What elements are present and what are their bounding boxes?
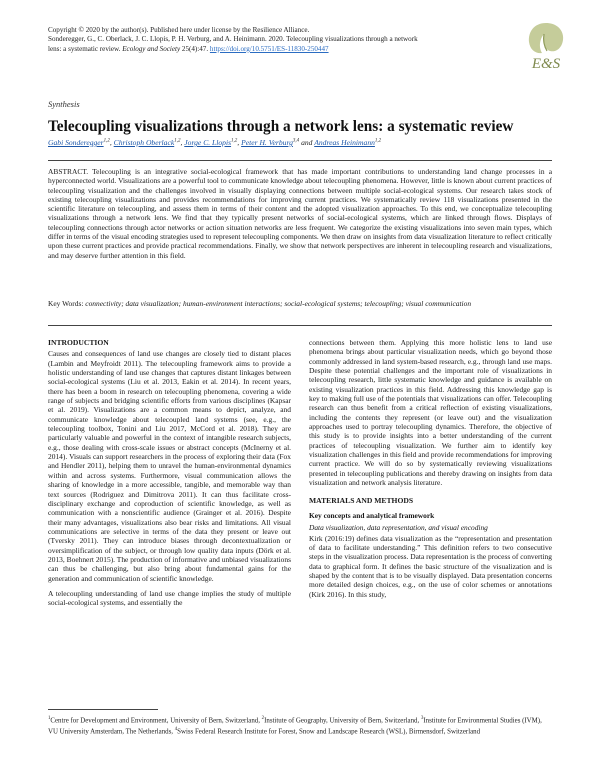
author-name[interactable]: Peter H. Verburg [241,138,293,147]
subsubsection-heading: Data visualization, data representation, and visual encoding [309,523,488,533]
author-name[interactable]: Gabi Sonderegger [48,138,104,147]
abstract [48,167,552,260]
keywords [48,299,552,308]
author-separator: , [109,138,112,147]
author-affiliation: 3,4 [292,138,300,144]
abstract-label: ABSTRACT. [48,167,89,176]
affiliation-number: 4 [174,727,178,733]
author-separator: , [180,138,183,147]
affiliations-footnote [48,714,552,737]
doi-link[interactable]: https://doi.org/10.5751/ES-11830-250447 [209,44,329,53]
citation-line: Sonderegger, G., C. Oberlack, J. C. Llopis, P. H. Verburg, and A. Heinimann. 2020. Telecoupling visualizations through a network [48,35,418,44]
author-conjunction: and [301,138,313,147]
affiliation-text: Institute of Geography, University of Bern, Switzerland, [264,717,421,725]
footnote-rule [48,709,158,710]
subsection-heading: Key concepts and analytical framework [309,510,435,520]
affiliation-text: Centre for Development and Environment, University of Bern, Switzerland, [50,717,262,725]
copyright-line: Copyright © 2020 by the author(s). Published here under license by the Resilience Alliance. [48,26,310,34]
abstract-top-rule [48,160,552,161]
keywords-list: connectivity; data visualization; human-environment interactions; social-ecological systems; telecoupling; visual communication [85,299,472,308]
author-affiliation: 1,2 [174,138,181,144]
paragraph: Causes and consequences of land use changes are closely tied to distant places (Lambin and Meyfroidt 2011). The telecoupling framework aims to provide a holistic understanding of land use changes that captures distant linkages between social-ecological systems (Liu et al. 2013, Eakin et al. 2014). In recent years, there has been a boom in research on telecoupling phenomena, covering a wide range of subjects and bridging scientific efforts from various disciplines (Kapsar et al. 2019). Visualizations are a common means to depict, analyze, and communicate knowledge about telecoupled land systems (see, e.g., the telecoupling toolbox, Tonini and Liu 2017, McCord et al. 2018). They are particularly valuable and powerful in the context of intangible research subjects, e.g., those dealing with cross-scale issues or abstract concepts (McInerny et al. 2014). Visuals can support researchers in the process of exploring their data (Fox and Hendler 2011), helping them to unravel the human-environmental dynamics within and across systems. Furthermore, visual communication allows the sharing of knowledge in a more accessible, tangible, and memorable way than text sources (Rodriguez and Dimitrova 2011). It can thus facilitate cross-disciplinary exchange and coproduction of scientific knowledge, as well as communication with a nonscientific audience (Grainger et al. 2016). Despite their many advantages, visualizations also bear risks and limitations. All visual communications are selective in terms of the data they present or leave out (Tversky 2011). They can introduce biases through decontextualization or oversimplification of the subject, or through low quality data inputs (Dörk et al. 2013, Boehnert 2015). The production of informative and unbiased visualizations can thus be challenging, but also bring about fundamental gains for the generation and communication of scientific knowledge. [48,349,291,583]
journal-name: Ecology and Society [122,44,181,53]
author-name[interactable]: Christoph Oberlack [113,138,175,147]
author-affiliation: 1,2 [231,138,238,144]
author-name[interactable]: Andreas Heinimann [314,138,375,147]
section-heading: INTRODUCTION [48,338,109,347]
author-name[interactable]: Jorge C. Llopis [184,138,232,147]
abstract-text: Telecoupling is an integrative social-ecological framework that has made important contributions to understanding land change processes in a hyperconnected world. Visualizations are a powerful tool to communicate knowledge about telecoupling phenomena. However, little is known about current practices of telecoupling visualization and the challenges involved in visually displaying connections between multiple social-ecological systems. Our research takes stock of existing telecoupling visualizations and provides recommendations for improving current practices. We systematically review 118 visualizations presented in the scientific literature on telecoupling, and assess them in terms of their content and the adopted visualization approaches. To this end, we conceptualize telecoupling visualizations through a network lens. We find that they typically present networks of social-ecological systems, which are linked through flows. Displays of telecoupling connections through actor networks or action situation networks are less frequent. We categorize the existing visualizations into seven main types, which differ in terms of the visual encoding strategies used to represent telecoupling components. We then draw on insights from data visualization literature to reflect critically upon these current practices and provide practical recommendations. Finally, we show that network perspectives are inherent in telecoupling research and visualizations, and may deserve further attention in this field. [48,167,552,260]
affiliation-number: 1 [48,716,51,721]
author-separator: , [237,138,240,147]
affiliation-text: Swiss Federal Research Institute for Forest, Snow and Landscape Research (WSL), Birmensdorf, Switzerland [177,728,481,736]
paragraph: Kirk (2016:19) defines data visualization as the “representation and presentation of data to facilitate understanding.” This definition refers to two consecutive steps in the visualization process. Data representation is the process of converting data to graphical form. It defines the basic structure of the visualization and is shaped by the content that is to be visually displayed. Data presentation concerns more detailed design choices, e.g., on the use of color schemes or annotations (Kirk 2016). In this study, [309,533,552,599]
section-heading: MATERIALS AND METHODS [309,495,414,505]
author-affiliation: 1,2 [374,138,382,144]
keywords-label: Key Words: [48,299,84,308]
right-column [309,338,552,599]
affiliation-text: Institute for Environmental Studies (IVM), VU University Amsterdam, The Netherlands, [48,717,542,736]
left-column [48,338,291,608]
ecology-society-logo [520,20,572,72]
article-title: Telecoupling visualizations through a network lens: a systematic review [48,118,514,135]
citation-line-2 [48,45,518,54]
author-affiliation: 1,2 [103,138,110,144]
volume-issue: 25(4):47. [181,44,209,53]
affiliation-number: 2 [261,716,265,721]
article-type: Synthesis [48,99,80,109]
citation-header [48,26,518,54]
author-list [48,138,381,147]
abstract-bottom-rule [48,325,552,326]
affiliation-number: 3 [420,716,424,721]
citation-title-end: lens: a systematic review. [48,44,121,53]
logo-text: E&S [531,56,561,72]
paragraph: connections between them. Applying this more holistic lens to land use phenomena brings about particular visualization needs, which go beyond those commonly addressed in land system-based research, e.g., through land use maps. Despite these potential challenges and the important role of visualizations in telecoupling research, little systematic knowledge and guidance is available on existing visualization practices in this field. Addressing this knowledge gap is key to making full use of the potentials that visualizations can offer. Telecoupling research can thus benefit from a critical reflection of existing visualizations, including the contents they represent (or leave out) and the visualization approaches used to portray telecoupling dynamics. Therefore, the objective of this study is to provide insights into a better understanding of the current practices of telecoupling visualization. We further aim to identify key visualization challenges in this field and provide recommendations for improving current practice. We will do so by systematically reviewing visualizations presented in telecoupling publications and thereby drawing on insights from data visualization and network analysis literature. [309,338,552,488]
paragraph: A telecoupling understanding of land use change implies the study of multiple social-ecological systems, and essentially the [48,588,291,608]
